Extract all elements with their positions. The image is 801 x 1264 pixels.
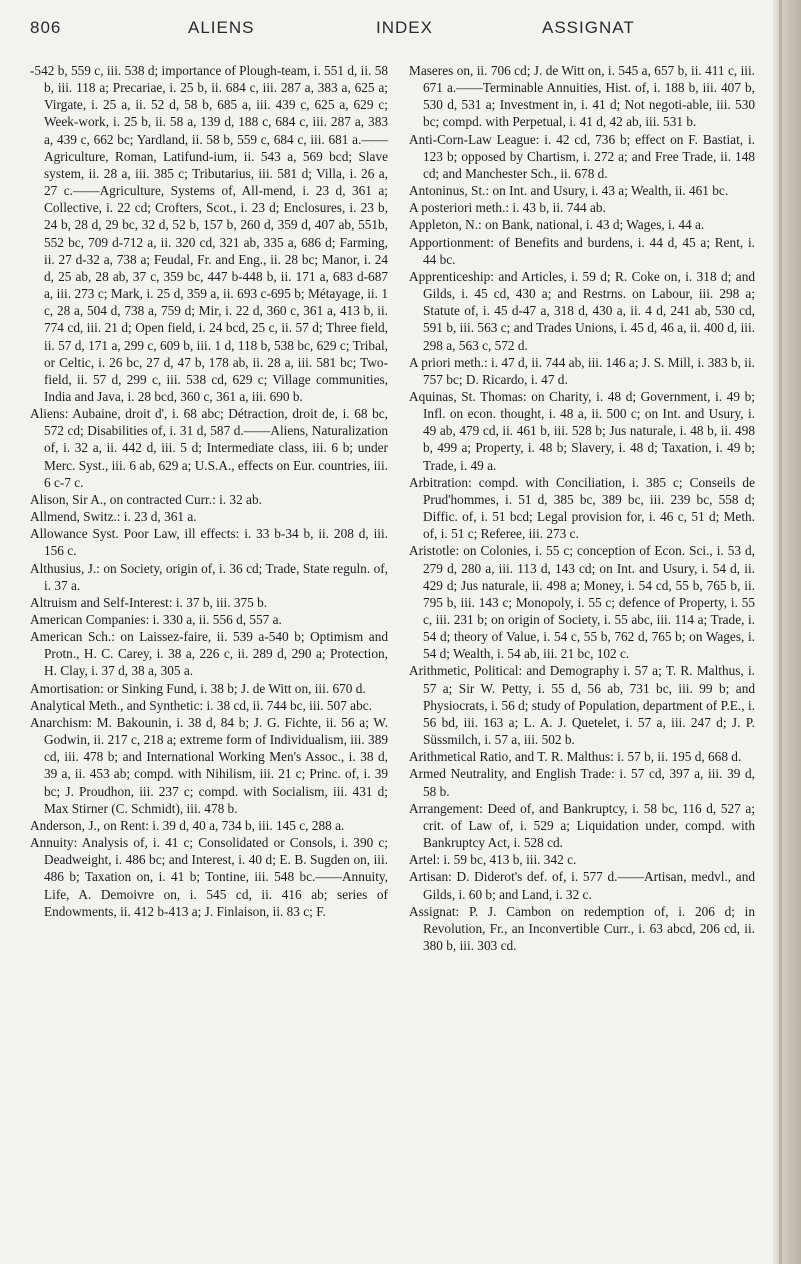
- index-entry: Arithmetic, Political: and Demography i. 57 a; T. R. Malthus, i. 57 a; Sir W. Petty, i. 55 d, 56 ab, 731 bc, iii. 99 b; and Physiocrats, i. 56 d; study of Population, department of P.E., i. 56 bd, iii. 163 a; L. A. J. Quetelet, i. 57 a, iii. 247 d; J. P. Süssmilch, i. 57 a, iii. 502 b.: [409, 663, 755, 748]
- right-heading: ASSIGNAT: [542, 18, 635, 37]
- index-entry: Anti-Corn-Law League: i. 42 cd, 736 b; effect on F. Bastiat, i. 123 b; opposed by Chartism, i. 272 a; and Free Trade, ii. 148 cd; and Manchester Sch., ii. 678 d.: [409, 131, 755, 181]
- left-column: [30, 62, 388, 920]
- middle-heading: INDEX: [376, 18, 433, 37]
- index-entry: Althusius, J.: on Society, origin of, i. 36 cd; Trade, State reguln. of, i. 37 a.: [30, 560, 388, 593]
- index-entry: Allmend, Switz.: i. 23 d, 361 a.: [30, 509, 197, 525]
- index-entry: Aliens: Aubaine, droit d', i. 68 abc; Détraction, droit de, i. 68 bc, 572 cd; Disabilities of, i. 31 d, 587 d.——Aliens, Naturalization of, i. 32 a, ii. 442 d, iii. 5 d; Intermediate class, iii. 6 b; under Merc. Syst., iii. 6 ab, 629 a; U.S.A., effects on Eur. countries, iii. 6 c-7 c.: [30, 406, 388, 490]
- index-entry: A posteriori meth.: i. 43 b, ii. 744 ab.: [409, 200, 606, 216]
- index-entry: Anarchism: M. Bakounin, i. 38 d, 84 b; J. G. Fichte, ii. 56 a; W. Godwin, ii. 217 c, 218 a; extreme form of Individualism, iii. 389 cd, iii. 478 b; and International Working Men's Assoc., i. 38 d, 39 a, ii. 453 ab; compd. with Nihilism, iii. 21 c; Princ. of, i. 39 bc; J. Proudhon, iii. 237 c; compd. with Socialism, iii. 431 d; Max Stirner (C. Schmidt), iii. 478 b.: [30, 714, 388, 816]
- index-entry: Analytical Meth., and Synthetic: i. 38 cd, ii. 744 bc, iii. 507 abc.: [30, 697, 372, 713]
- index-entry: Artisan: D. Diderot's def. of, i. 577 d.——Artisan, medvl., and Gilds, i. 60 b; and Land, i. 32 c.: [409, 869, 755, 902]
- index-entry: Artel: i. 59 bc, 413 b, iii. 342 c.: [409, 852, 577, 868]
- index-entry: Annuity: Analysis of, i. 41 c; Consolidated or Consols, i. 390 c; Deadweight, i. 486 bc; and Interest, i. 40 d; E. B. Sugden on, iii. 486 b; Taxation on, i. 41 b; Tontine, iii. 548 bc.——Annuity, Life, A. Demoivre on, i. 545 cd, ii. 416 ab; series of Endowments, ii. 412 b-413 a; J. Finlaison, ii. 83 c; F.: [30, 835, 388, 919]
- index-entry: Armed Neutrality, and English Trade: i. 57 cd, 397 a, iii. 39 d, 58 b.: [409, 766, 755, 799]
- index-entry: Apportionment: of Benefits and burdens, i. 44 d, 45 a; Rent, i. 44 bc.: [409, 234, 755, 267]
- page-edge: [773, 0, 801, 1264]
- index-entry: Aquinas, St. Thomas: on Charity, i. 48 d; Government, i. 49 b; Infl. on econ. thought, i. 48 a, ii. 500 c; on Int. and Usury, i. 49 ab, 479 cd, ii. 461 b, iii. 528 b; Jus naturale, i. 48 b, ii. 498 b, 499 a; Property, i. 48 b; Slavery, i. 48 d; Taxation, i. 49 b; Trade, i. 49 a.: [409, 388, 755, 473]
- index-entry: Antoninus, St.: on Int. and Usury, i. 43 a; Wealth, ii. 461 bc.: [409, 183, 729, 199]
- running-header: [30, 18, 761, 40]
- index-entry: Assignat: P. J. Cambon on redemption of, i. 206 d; in Revolution, Fr., an Inconvertible Curr., i. 63 abcd, 206 cd, ii. 380 b, iii. 303 cd.: [409, 903, 755, 953]
- index-entry: Altruism and Self-Interest: i. 37 b, iii. 375 b.: [30, 594, 268, 610]
- index-entry: Arbitration: compd. with Conciliation, i. 385 c; Conseils de Prud'hommes, i. 51 d, 385 bc, 389 bc, iii. 239 bc, 558 d; Diffic. of, i. 51 bcd; Legal provision for, i. 46 c, 51 d; Meth. of, i. 51 c; Referee, iii. 273 c.: [409, 474, 755, 542]
- index-entry: Appleton, N.: on Bank, national, i. 43 d; Wages, i. 44 a.: [409, 217, 705, 233]
- index-entry: Maseres on, ii. 706 cd; J. de Witt on, i. 545 a, 657 b, ii. 411 c, iii. 671 a.——Terminable Annuities, Hist. of, i. 188 b, iii. 407 b, 530 d, 531 a; Investment in, i. 41 d; Not negoti-able, iii. 530 bc; compd. with Perpetual, i. 41 d, 42 ab, iii. 531 b.: [409, 63, 755, 130]
- index-entry: Allowance Syst. Poor Law, ill effects: i. 33 b-34 b, ii. 208 d, iii. 156 c.: [30, 526, 388, 559]
- left-heading: ALIENS: [188, 18, 255, 37]
- index-entry: Arithmetical Ratio, and T. R. Malthus: i. 57 b, ii. 195 d, 668 d.: [409, 749, 742, 765]
- index-entry: Aristotle: on Colonies, i. 55 c; conception of Econ. Sci., i. 53 d, 279 d, 280 a, iii. 113 d, 143 cd; on Int. and Usury, i. 54 d, ii. 429 d; Jus naturale, ii. 498 a; Money, i. 54 cd, 55 b, 765 b, ii. 795 b, iii. 143 c; Monopoly, i. 55 c; defence of Property, i. 55 c, iii. 231 b; on origin of Society, i. 55 abc, iii. 114 a; Trade, i. 54 d; theory of Value, i. 54 c, 55 b, 762 d, 765 b; on Wages, i. 54 d; Wealth, i. 54 ab, iii. 21 bc, 102 c.: [409, 543, 755, 662]
- index-entry: Anderson, J., on Rent: i. 39 d, 40 a, 734 b, iii. 145 c, 288 a.: [30, 817, 345, 833]
- index-entry: Alison, Sir A., on contracted Curr.: i. 32 ab.: [30, 491, 262, 507]
- index-entry: Apprenticeship: and Articles, i. 59 d; R. Coke on, i. 318 d; and Gilds, i. 45 cd, 430 a; and Restrns. on Labour, iii. 298 a; Statute of, i. 45 d-47 a, 318 d, 430 a, ii. 4 d, 241 ab, 530 cd, 591 b, iii. 563 c; and Trades Unions, i. 45 d, 46 a, ii. 400 d, iii. 298 a, 563 c, 572 d.: [409, 268, 755, 353]
- index-entry: American Sch.: on Laissez-faire, ii. 539 a-540 b; Optimism and Protn., H. C. Carey, i. 38 a, 226 c, ii. 289 d, 290 a; Protection, H. Clay, i. 37 d, 38 a, 305 a.: [30, 629, 388, 679]
- index-entry: A priori meth.: i. 47 d, ii. 744 ab, iii. 146 a; J. S. Mill, i. 383 b, ii. 757 bc; D. Ricardo, i. 47 d.: [409, 354, 755, 387]
- index-entry: American Companies: i. 330 a, ii. 556 d, 557 a.: [30, 612, 282, 627]
- index-entry: Arrangement: Deed of, and Bankruptcy, i. 58 bc, 116 d, 527 a; crit. of Law of, i. 529 a; Liquidation under, compd. with Bankruptcy Act, i. 528 cd.: [409, 800, 755, 851]
- right-column: [409, 62, 755, 954]
- page-number: 806: [30, 18, 62, 37]
- index-entry: -542 b, 559 c, iii. 538 d; importance of Plough-team, i. 551 d, ii. 58 b, iii. 118 a; Precariae, i. 25 b, ii. 684 c, iii. 287 a, 383 a, 625 a; Virgate, i. 25 a, ii. 52 d, 58 b, 685 a, iii. 439 c, 625 a, 629 c; Week-work, i. 25 b, ii. 58 a, 139 d, 188 c, 684 c, iii. 287 a, 383 a, 439 c, 662 bc; Yardland, ii. 58 b, 559 c, 684 c, iii. 681 a.——Agriculture, Roman, Latifund-ium, ii. 543 a, 569 bcd; Slave system, ii. 28 a, iii. 385 c; Tributarius, iii. 581 d; Villa, i. 26 a, 27 c.——Agriculture, Systems of, All-mend, i. 23 d, 361 a; Collective, i. 22 cd; Crofters, Scot., i. 23 d; Enclosures, i. 23 b, 24 b, 28 d, 29 bc, 32 d, 52 b, 157 b, 260 d, 359 d, 407 ab, 551b, 552 bc, 709 d-712 a, ii. 320 cd, 321 ab, 335 a, 686 d; Farming, ii. 27 d-32 a, 738 a; Feudal, Fr. and Eng., ii. 28 bc; Manor, i. 24 d, 25 ab, 28 ab, 37 c, 359 bc, 447 b-448 b, ii. 171 a, 683 d-687 a, iii. 273 c; Mark, i. 25 d, 359 a, ii. 693 c-695 b; Métayage, ii. 1 c, 28 a, 504 d, 738 a, 759 d; Mir, i. 22 d, 360 c, 361 a, 413 b, ii. 774 cd, iii. 21 d; Open field, i. 24 bcd, 25 c, ii. 57 d; Three field, ii. 57 d, 171 a, 299 c, 609 b, iii. 1 d, 118 b, 538 bc, 629 c; Tribal, or Celtic, i. 26 bc, 27 d, 47 b, 178 ab, ii. 28 a, iii. 581 bc; Two-field, ii. 57 d, 299 c, iii. 538 cd, 629 c; Village communities, India and Java, i. 28 bcd, 360 c, 361 a, iii. 690 b.: [30, 63, 388, 404]
- index-entry: Amortisation: or Sinking Fund, i. 38 b; J. de Witt on, iii. 670 d.: [30, 680, 366, 696]
